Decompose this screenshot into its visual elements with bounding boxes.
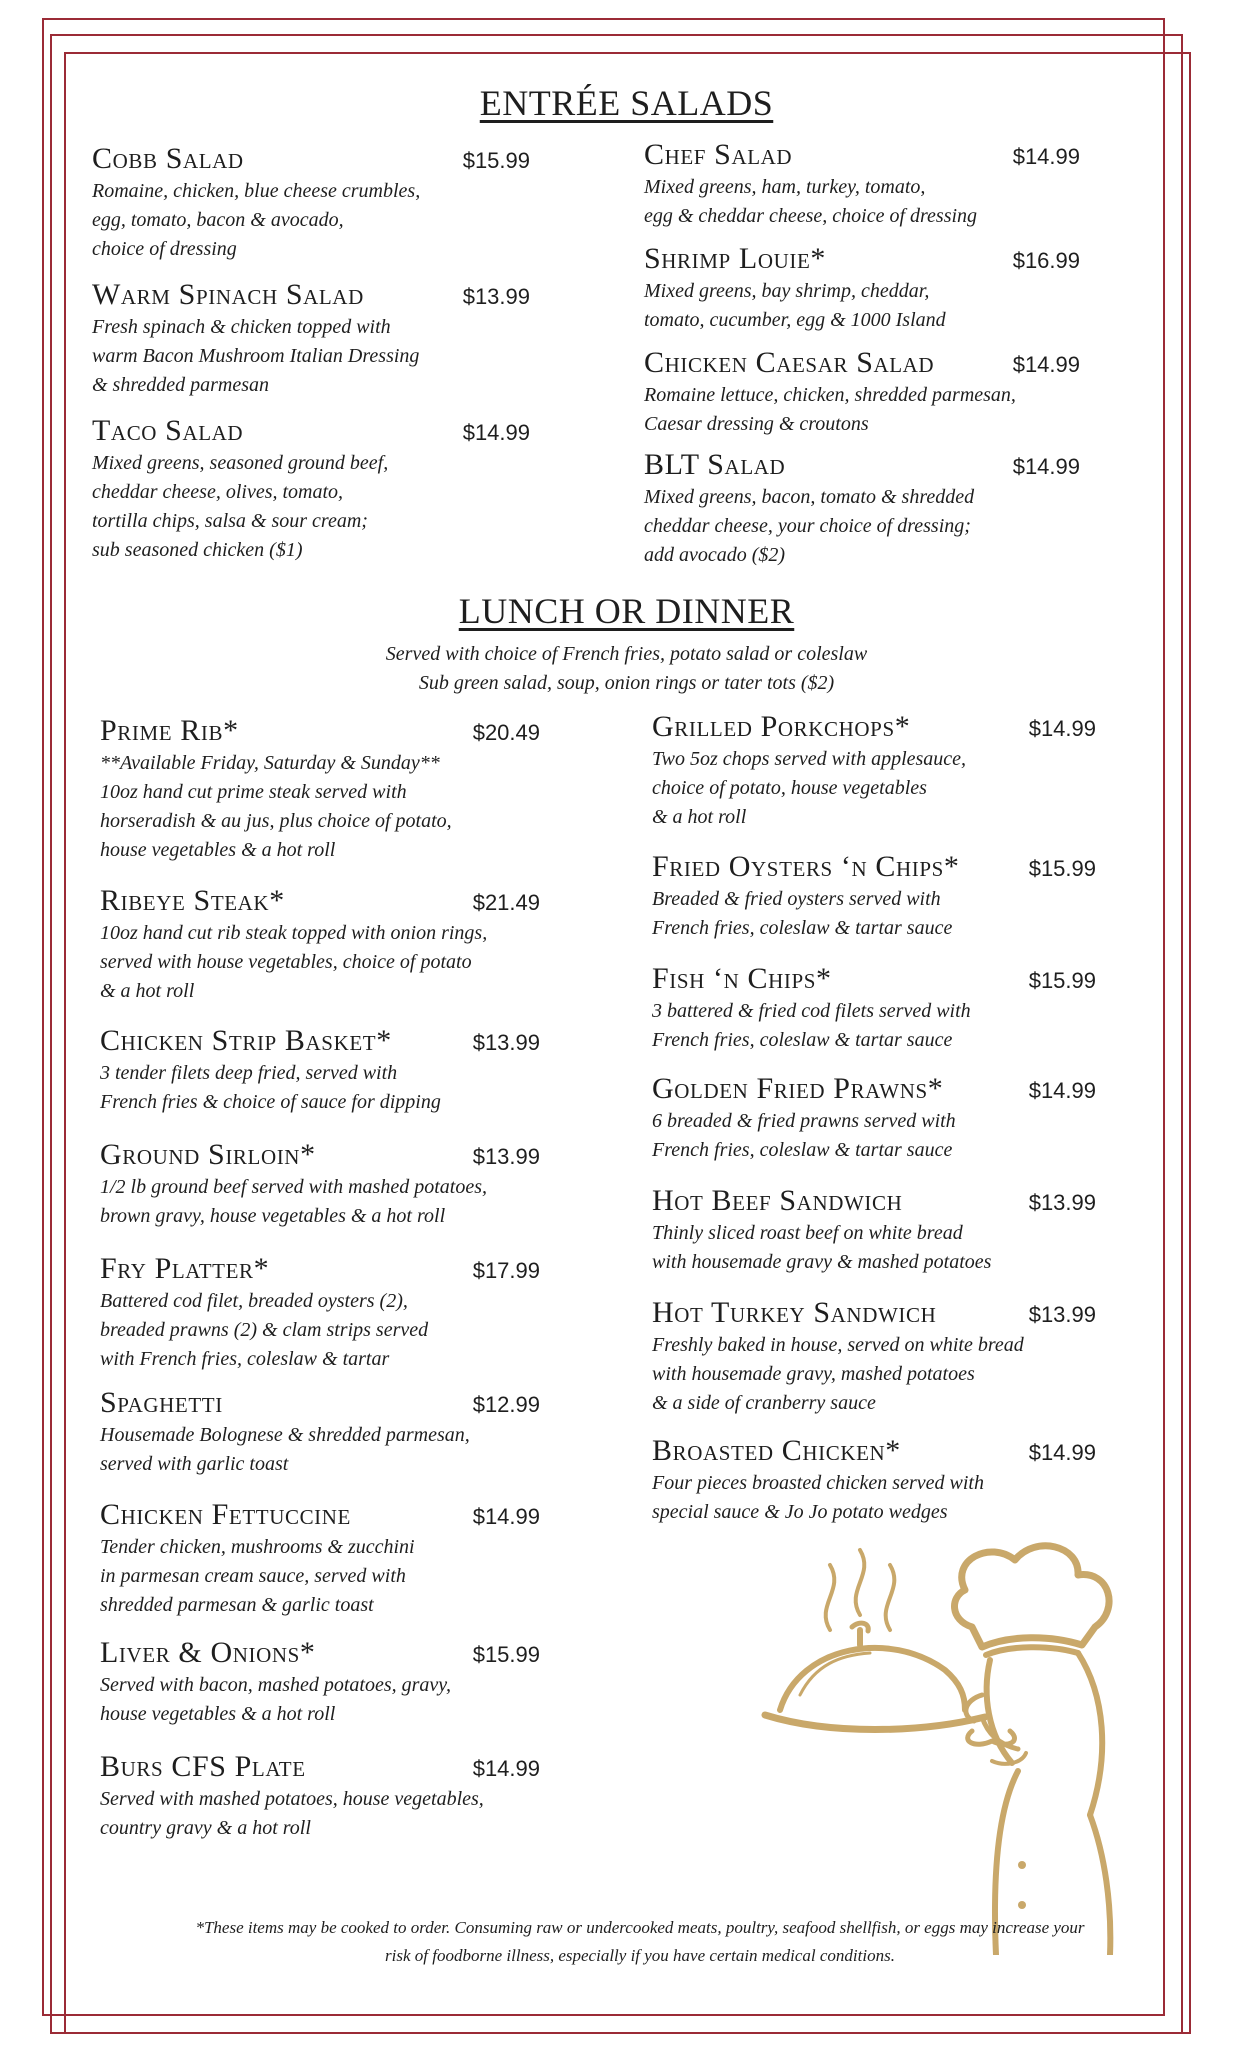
- menu-item: [652, 1184, 1096, 1277]
- menu-item-description-line: Served with mashed potatoes, house vegetables,: [100, 1788, 484, 1810]
- menu-item-description-line: cheddar cheese, olives, tomato,: [92, 481, 344, 503]
- menu-item-header: [652, 1072, 1096, 1106]
- menu-item-name: Shrimp Louie*: [644, 242, 826, 275]
- menu-item-name: Grilled Porkchops*: [652, 710, 911, 743]
- menu-item-description: [100, 1173, 540, 1231]
- menu-item-price: $13.99: [472, 1144, 540, 1169]
- menu-item-description-line: & a side of cranberry sauce: [652, 1392, 876, 1414]
- menu-item-price: $14.99: [1012, 144, 1080, 169]
- menu-item-name: Ground Sirloin*: [100, 1138, 316, 1171]
- menu-item-description: [652, 1469, 1096, 1527]
- menu-item-description: [100, 1287, 540, 1374]
- menu-item: [100, 1636, 540, 1729]
- menu-item: [652, 850, 1096, 943]
- menu-item-description-line: with housemade gravy, mashed potatoes: [652, 1363, 975, 1385]
- menu-item-description-line: Mixed greens, seasoned ground beef,: [92, 452, 389, 474]
- menu-item: [92, 142, 530, 264]
- menu-item-description: [644, 173, 1080, 231]
- menu-item-header: [92, 142, 530, 176]
- menu-item-description-line: French fries, coleslaw & tartar sauce: [652, 1139, 953, 1161]
- menu-item: [92, 414, 530, 565]
- menu-item-price: $16.99: [1012, 248, 1080, 273]
- menu-item-description-line: with housemade gravy & mashed potatoes: [652, 1251, 992, 1273]
- menu-item-header: [644, 448, 1080, 482]
- menu-item-description-line: Two 5oz chops served with applesauce,: [652, 748, 967, 770]
- menu-item-price: $15.99: [462, 148, 530, 173]
- menu-item-description-line: French fries, coleslaw & tartar sauce: [652, 1029, 953, 1051]
- menu-item-price: $14.99: [1028, 716, 1096, 741]
- menu-item-name: Cobb Salad: [92, 142, 244, 175]
- menu-item-header: [100, 1386, 540, 1420]
- menu-item-description-line: **Available Friday, Saturday & Sunday**: [100, 752, 440, 774]
- menu-item-description: [652, 1219, 1096, 1277]
- lunch-substitution-note: Sub green salad, soup, onion rings or tater tots ($2): [418, 672, 835, 694]
- menu-item-description-line: choice of dressing: [92, 238, 237, 260]
- menu-item-description-line: French fries & choice of sauce for dipping: [100, 1091, 441, 1113]
- menu-item-price: $13.99: [472, 1030, 540, 1055]
- menu-item: [644, 242, 1080, 335]
- menu-item: [652, 1072, 1096, 1165]
- menu-item-description-line: choice of potato, house vegetables: [652, 777, 927, 799]
- menu-item-name: Warm Spinach Salad: [92, 278, 364, 311]
- menu-item: [100, 1024, 540, 1117]
- menu-item: [100, 884, 540, 1006]
- menu-item-description-line: 3 tender filets deep fried, served with: [100, 1062, 398, 1084]
- menu-item: [644, 448, 1080, 570]
- menu-item-price: $15.99: [1028, 856, 1096, 881]
- menu-item-description: [652, 997, 1096, 1055]
- menu-item-description-line: breaded prawns (2) & clam strips served: [100, 1319, 429, 1341]
- menu-item-price: $13.99: [1028, 1302, 1096, 1327]
- menu-item-description: [92, 313, 530, 400]
- menu-item-description-line: shredded parmesan & garlic toast: [100, 1594, 374, 1616]
- menu-item-description-line: Mixed greens, ham, turkey, tomato,: [644, 176, 926, 198]
- menu-item: [100, 1498, 540, 1620]
- menu-item-description-line: tomato, cucumber, egg & 1000 Island: [644, 309, 946, 331]
- menu-item-description-line: Tender chicken, mushrooms & zucchini: [100, 1536, 415, 1558]
- menu-item-name: Prime Rib*: [100, 714, 239, 747]
- menu-item-name: Fry Platter*: [100, 1252, 270, 1285]
- food-safety-disclaimer: [110, 1914, 1170, 1970]
- menu-item-price: $14.99: [462, 420, 530, 445]
- menu-item-description-line: 10oz hand cut prime steak served with: [100, 781, 407, 803]
- menu-item-price: $14.99: [1028, 1078, 1096, 1103]
- menu-item-description-line: served with house vegetables, choice of potato: [100, 951, 472, 973]
- menu-item-description-line: egg & cheddar cheese, choice of dressing: [644, 205, 978, 227]
- menu-item-header: [644, 138, 1080, 172]
- menu-item-description: [100, 749, 540, 865]
- menu-item-description-line: Mixed greens, bacon, tomato & shredded: [644, 486, 975, 508]
- menu-item-price: $21.49: [472, 890, 540, 915]
- menu-item-description-line: Mixed greens, bay shrimp, cheddar,: [644, 280, 930, 302]
- menu-item-description-line: Freshly baked in house, served on white bread: [652, 1334, 1024, 1356]
- menu-item-description-line: tortilla chips, salsa & sour cream;: [92, 510, 368, 532]
- menu-item-header: [652, 962, 1096, 996]
- menu-item-price: $14.99: [472, 1504, 540, 1529]
- menu-item-description-line: special sauce & Jo Jo potato wedges: [652, 1501, 948, 1523]
- menu-item-name: Chef Salad: [644, 138, 793, 171]
- menu-item-description-line: Fresh spinach & chicken topped with: [92, 316, 391, 338]
- menu-item-price: $14.99: [1012, 352, 1080, 377]
- disclaimer-line: risk of foodborne illness, especially if you have certain medical conditions.: [385, 1946, 895, 1965]
- menu-item-description-line: warm Bacon Mushroom Italian Dressing: [92, 345, 420, 367]
- menu-item-name: Chicken Strip Basket*: [100, 1024, 392, 1057]
- menu-item-header: [100, 1498, 540, 1532]
- menu-item-description-line: horseradish & au jus, plus choice of potato,: [100, 810, 452, 832]
- menu-item-description-line: brown gravy, house vegetables & a hot roll: [100, 1205, 446, 1227]
- menu-item-description-line: country gravy & a hot roll: [100, 1817, 311, 1839]
- menu-item-header: [100, 714, 540, 748]
- menu-item-price: $13.99: [462, 284, 530, 309]
- menu-item-description: [100, 1785, 540, 1843]
- menu-item-name: Spaghetti: [100, 1386, 223, 1419]
- menu-item-description: [100, 1671, 540, 1729]
- menu-item-price: $17.99: [472, 1258, 540, 1283]
- menu-item-description-line: Housemade Bolognese & shredded parmesan,: [100, 1424, 470, 1446]
- menu-item-header: [644, 346, 1080, 380]
- menu-item-description: [100, 1421, 540, 1479]
- menu-item-description: [644, 381, 1080, 439]
- disclaimer-line: *These items may be cooked to order. Consuming raw or undercooked meats, poultry, seafood shellfish, or eggs may increase your: [195, 1918, 1085, 1937]
- menu-item-description-line: & shredded parmesan: [92, 374, 270, 396]
- menu-item-header: [652, 1434, 1096, 1468]
- menu-item-description-line: house vegetables & a hot roll: [100, 1703, 336, 1725]
- menu-item-price: $14.99: [472, 1756, 540, 1781]
- menu-item: [644, 138, 1080, 231]
- menu-item-header: [652, 1296, 1096, 1330]
- lunch-dinner-heading: LUNCH OR DINNER: [458, 591, 795, 631]
- menu-item: [652, 1296, 1096, 1418]
- menu-item-price: $13.99: [1028, 1190, 1096, 1215]
- menu-item-name: Chicken Fettuccine: [100, 1498, 351, 1531]
- menu-item: [644, 346, 1080, 439]
- lunch-sides-note: Served with choice of French fries, potato salad or coleslaw: [385, 643, 868, 665]
- menu-item-description-line: 10oz hand cut rib steak topped with onion rings,: [100, 922, 488, 944]
- menu-item: [92, 278, 530, 400]
- menu-item-header: [100, 1252, 540, 1286]
- menu-item-description: [100, 919, 540, 1006]
- menu-item: [100, 1750, 540, 1843]
- menu-item-price: $15.99: [1028, 968, 1096, 993]
- menu-item-description: [652, 745, 1096, 832]
- menu-item-header: [644, 242, 1080, 276]
- menu-item-description-line: Romaine lettuce, chicken, shredded parmesan,: [644, 384, 1016, 406]
- menu-item: [100, 1138, 540, 1231]
- menu-item-price: $14.99: [1012, 454, 1080, 479]
- menu-item-description: [100, 1533, 540, 1620]
- menu-item-name: Golden Fried Prawns*: [652, 1072, 944, 1105]
- menu-item-description-line: Breaded & fried oysters served with: [652, 888, 941, 910]
- menu-item-header: [100, 1750, 540, 1784]
- menu-item-header: [92, 414, 530, 448]
- menu-item-description-line: Caesar dressing & croutons: [644, 413, 869, 435]
- menu-item-name: Burs CFS Plate: [100, 1750, 306, 1783]
- menu-item-description-line: 1/2 lb ground beef served with mashed potatoes,: [100, 1176, 487, 1198]
- menu-item-description-line: Four pieces broasted chicken served with: [652, 1472, 984, 1494]
- menu-item-name: Fish ‘n Chips*: [652, 962, 832, 995]
- menu-item-description-line: with French fries, coleslaw & tartar: [100, 1348, 390, 1370]
- menu-item-description: [644, 277, 1080, 335]
- menu-item-description: [652, 1331, 1096, 1418]
- menu-item: [100, 1386, 540, 1479]
- menu-item-description-line: house vegetables & a hot roll: [100, 839, 336, 861]
- menu-item-header: [652, 850, 1096, 884]
- menu-item: [100, 714, 540, 865]
- menu-item-description: [644, 483, 1080, 570]
- menu-item-price: $12.99: [472, 1392, 540, 1417]
- menu-item: [652, 1434, 1096, 1527]
- menu-item: [652, 710, 1096, 832]
- menu-item-description-line: in parmesan cream sauce, served with: [100, 1565, 406, 1587]
- menu-item-description: [92, 177, 530, 264]
- menu-item-description-line: Thinly sliced roast beef on white bread: [652, 1222, 963, 1244]
- menu-item-description-line: Battered cod filet, breaded oysters (2),: [100, 1290, 408, 1312]
- menu-item-name: BLT Salad: [644, 448, 786, 481]
- menu-item: [652, 962, 1096, 1055]
- menu-item-header: [100, 1138, 540, 1172]
- menu-item: [100, 1252, 540, 1374]
- menu-item-header: [652, 710, 1096, 744]
- menu-item-description: [100, 1059, 540, 1117]
- menu-item-description-line: & a hot roll: [100, 980, 195, 1002]
- menu-item-description-line: Romaine, chicken, blue cheese crumbles,: [92, 180, 421, 202]
- menu-item-name: Taco Salad: [92, 414, 244, 447]
- menu-item-name: Broasted Chicken*: [652, 1434, 901, 1467]
- entree-salads-heading: ENTRÉE SALADS: [479, 83, 774, 123]
- menu-item-name: Chicken Caesar Salad: [644, 346, 935, 379]
- menu-item-description-line: Served with bacon, mashed potatoes, gravy,: [100, 1674, 452, 1696]
- menu-item-description: [652, 885, 1096, 943]
- menu-item-description-line: French fries, coleslaw & tartar sauce: [652, 917, 953, 939]
- menu-item-name: Ribeye Steak*: [100, 884, 285, 917]
- menu-item-header: [100, 884, 540, 918]
- menu-item-description-line: 6 breaded & fried prawns served with: [652, 1110, 956, 1132]
- menu-item-description-line: add avocado ($2): [644, 544, 786, 566]
- menu-item-name: Liver & Onions*: [100, 1636, 316, 1669]
- menu-item-header: [92, 278, 530, 312]
- menu-item-name: Hot Beef Sandwich: [652, 1184, 903, 1217]
- menu-item-description-line: & a hot roll: [652, 806, 747, 828]
- menu-item-price: $20.49: [472, 720, 540, 745]
- menu-item-description-line: sub seasoned chicken ($1): [92, 539, 303, 561]
- menu-item-description-line: egg, tomato, bacon & avocado,: [92, 209, 344, 231]
- menu-item-description-line: cheddar cheese, your choice of dressing;: [644, 515, 971, 537]
- menu-item-description: [652, 1107, 1096, 1165]
- menu-item-description: [92, 449, 530, 565]
- menu-item-header: [100, 1024, 540, 1058]
- menu-item-header: [652, 1184, 1096, 1218]
- menu-item-name: Hot Turkey Sandwich: [652, 1296, 937, 1329]
- menu-item-description-line: 3 battered & fried cod filets served with: [652, 1000, 971, 1022]
- menu-item-description-line: served with garlic toast: [100, 1453, 289, 1475]
- chef-carrying-cloche-icon: [760, 1535, 1180, 1955]
- menu-item-price: $14.99: [1028, 1440, 1096, 1465]
- menu-item-price: $15.99: [472, 1642, 540, 1667]
- menu-item-name: Fried Oysters ‘n Chips*: [652, 850, 960, 883]
- menu-item-header: [100, 1636, 540, 1670]
